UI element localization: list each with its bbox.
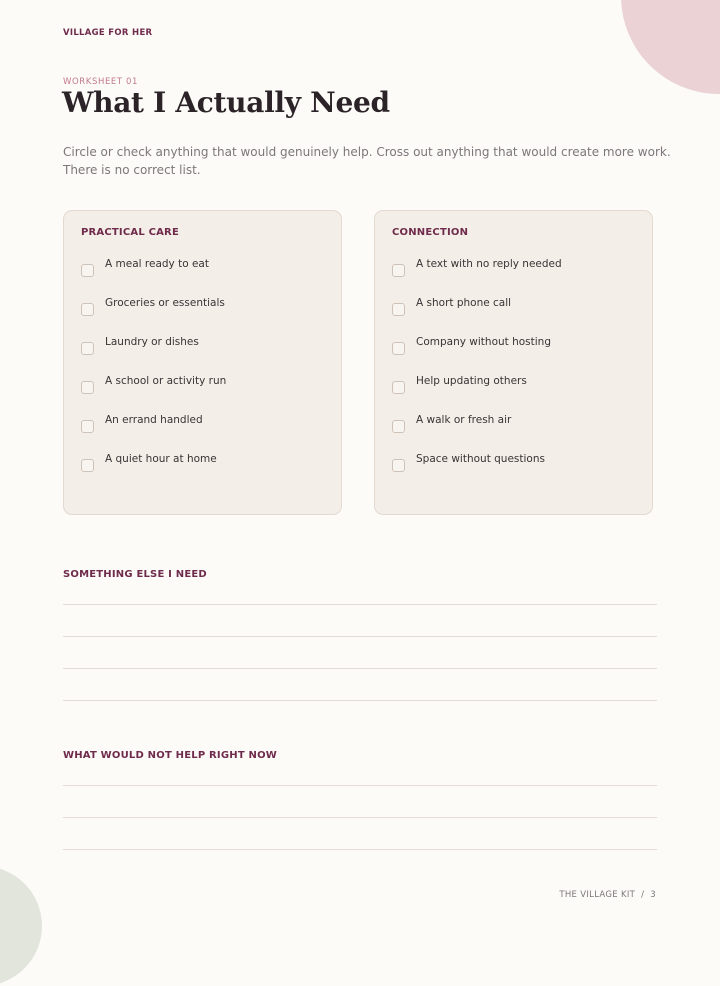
connection-card xyxy=(374,210,653,515)
checklist-item-label: An errand handled xyxy=(105,414,203,426)
checkbox[interactable] xyxy=(81,342,94,355)
checklist-item-label: A walk or fresh air xyxy=(416,414,512,426)
checkbox[interactable] xyxy=(81,459,94,472)
writing-line[interactable] xyxy=(63,817,657,818)
checklist-item-label: Company without hosting xyxy=(416,336,552,348)
checklist-item[interactable] xyxy=(81,414,331,438)
checklist-item[interactable] xyxy=(81,336,331,360)
checklist-item-label: A meal ready to eat xyxy=(105,258,209,270)
checklist-item-label: Laundry or dishes xyxy=(105,336,199,348)
decorative-circle-bottom-left xyxy=(0,866,42,986)
practical-care-card xyxy=(63,210,342,515)
checklist-item-label: Space without questions xyxy=(416,453,545,465)
practical-care-heading: PRACTICAL CARE xyxy=(81,227,179,238)
checklist-item-label: A short phone call xyxy=(416,297,512,309)
page-footer: THE VILLAGE KIT / 3 xyxy=(559,890,656,900)
writing-line[interactable] xyxy=(63,849,657,850)
checklist-item[interactable] xyxy=(81,297,331,321)
connection-heading: CONNECTION xyxy=(392,227,469,238)
checklist-item-label: Groceries or essentials xyxy=(105,297,225,309)
writing-line[interactable] xyxy=(63,636,657,637)
checklist-item[interactable] xyxy=(81,375,331,399)
checklist-item[interactable] xyxy=(392,297,642,321)
checklist-item[interactable] xyxy=(392,258,642,282)
writing-line[interactable] xyxy=(63,700,657,701)
instructions-text: Circle or check anything that would genuinely help. Cross out anything that would create more work. There is no correct list. xyxy=(63,145,671,177)
something-else-heading: SOMETHING ELSE I NEED xyxy=(63,569,207,580)
checkbox[interactable] xyxy=(392,381,405,394)
worksheet-label: WORKSHEET 01 xyxy=(63,77,139,87)
checklist-item-label: A quiet hour at home xyxy=(105,453,217,465)
checklist-item[interactable] xyxy=(81,258,331,282)
checkbox[interactable] xyxy=(392,459,405,472)
checkbox[interactable] xyxy=(81,303,94,316)
not-help-heading: WHAT WOULD NOT HELP RIGHT NOW xyxy=(63,750,278,761)
writing-line[interactable] xyxy=(63,668,657,669)
checkbox[interactable] xyxy=(81,420,94,433)
writing-line[interactable] xyxy=(63,785,657,786)
checklist-item[interactable] xyxy=(392,336,642,360)
checklist-item[interactable] xyxy=(392,414,642,438)
checkbox[interactable] xyxy=(81,264,94,277)
checklist-item[interactable] xyxy=(392,453,642,477)
checkbox[interactable] xyxy=(81,381,94,394)
page-title: What I Actually Need xyxy=(62,86,390,119)
decorative-circle-top-right xyxy=(621,0,720,94)
checklist-item-label: A text with no reply needed xyxy=(416,258,562,270)
checklist-item[interactable] xyxy=(81,453,331,477)
checklist-item[interactable] xyxy=(392,375,642,399)
checkbox[interactable] xyxy=(392,342,405,355)
writing-line[interactable] xyxy=(63,604,657,605)
brand-label: VILLAGE FOR HER xyxy=(63,28,153,38)
checkbox[interactable] xyxy=(392,303,405,316)
checkbox[interactable] xyxy=(392,420,405,433)
checklist-item-label: Help updating others xyxy=(416,375,527,387)
checkbox[interactable] xyxy=(392,264,405,277)
checklist-item-label: A school or activity run xyxy=(105,375,227,387)
